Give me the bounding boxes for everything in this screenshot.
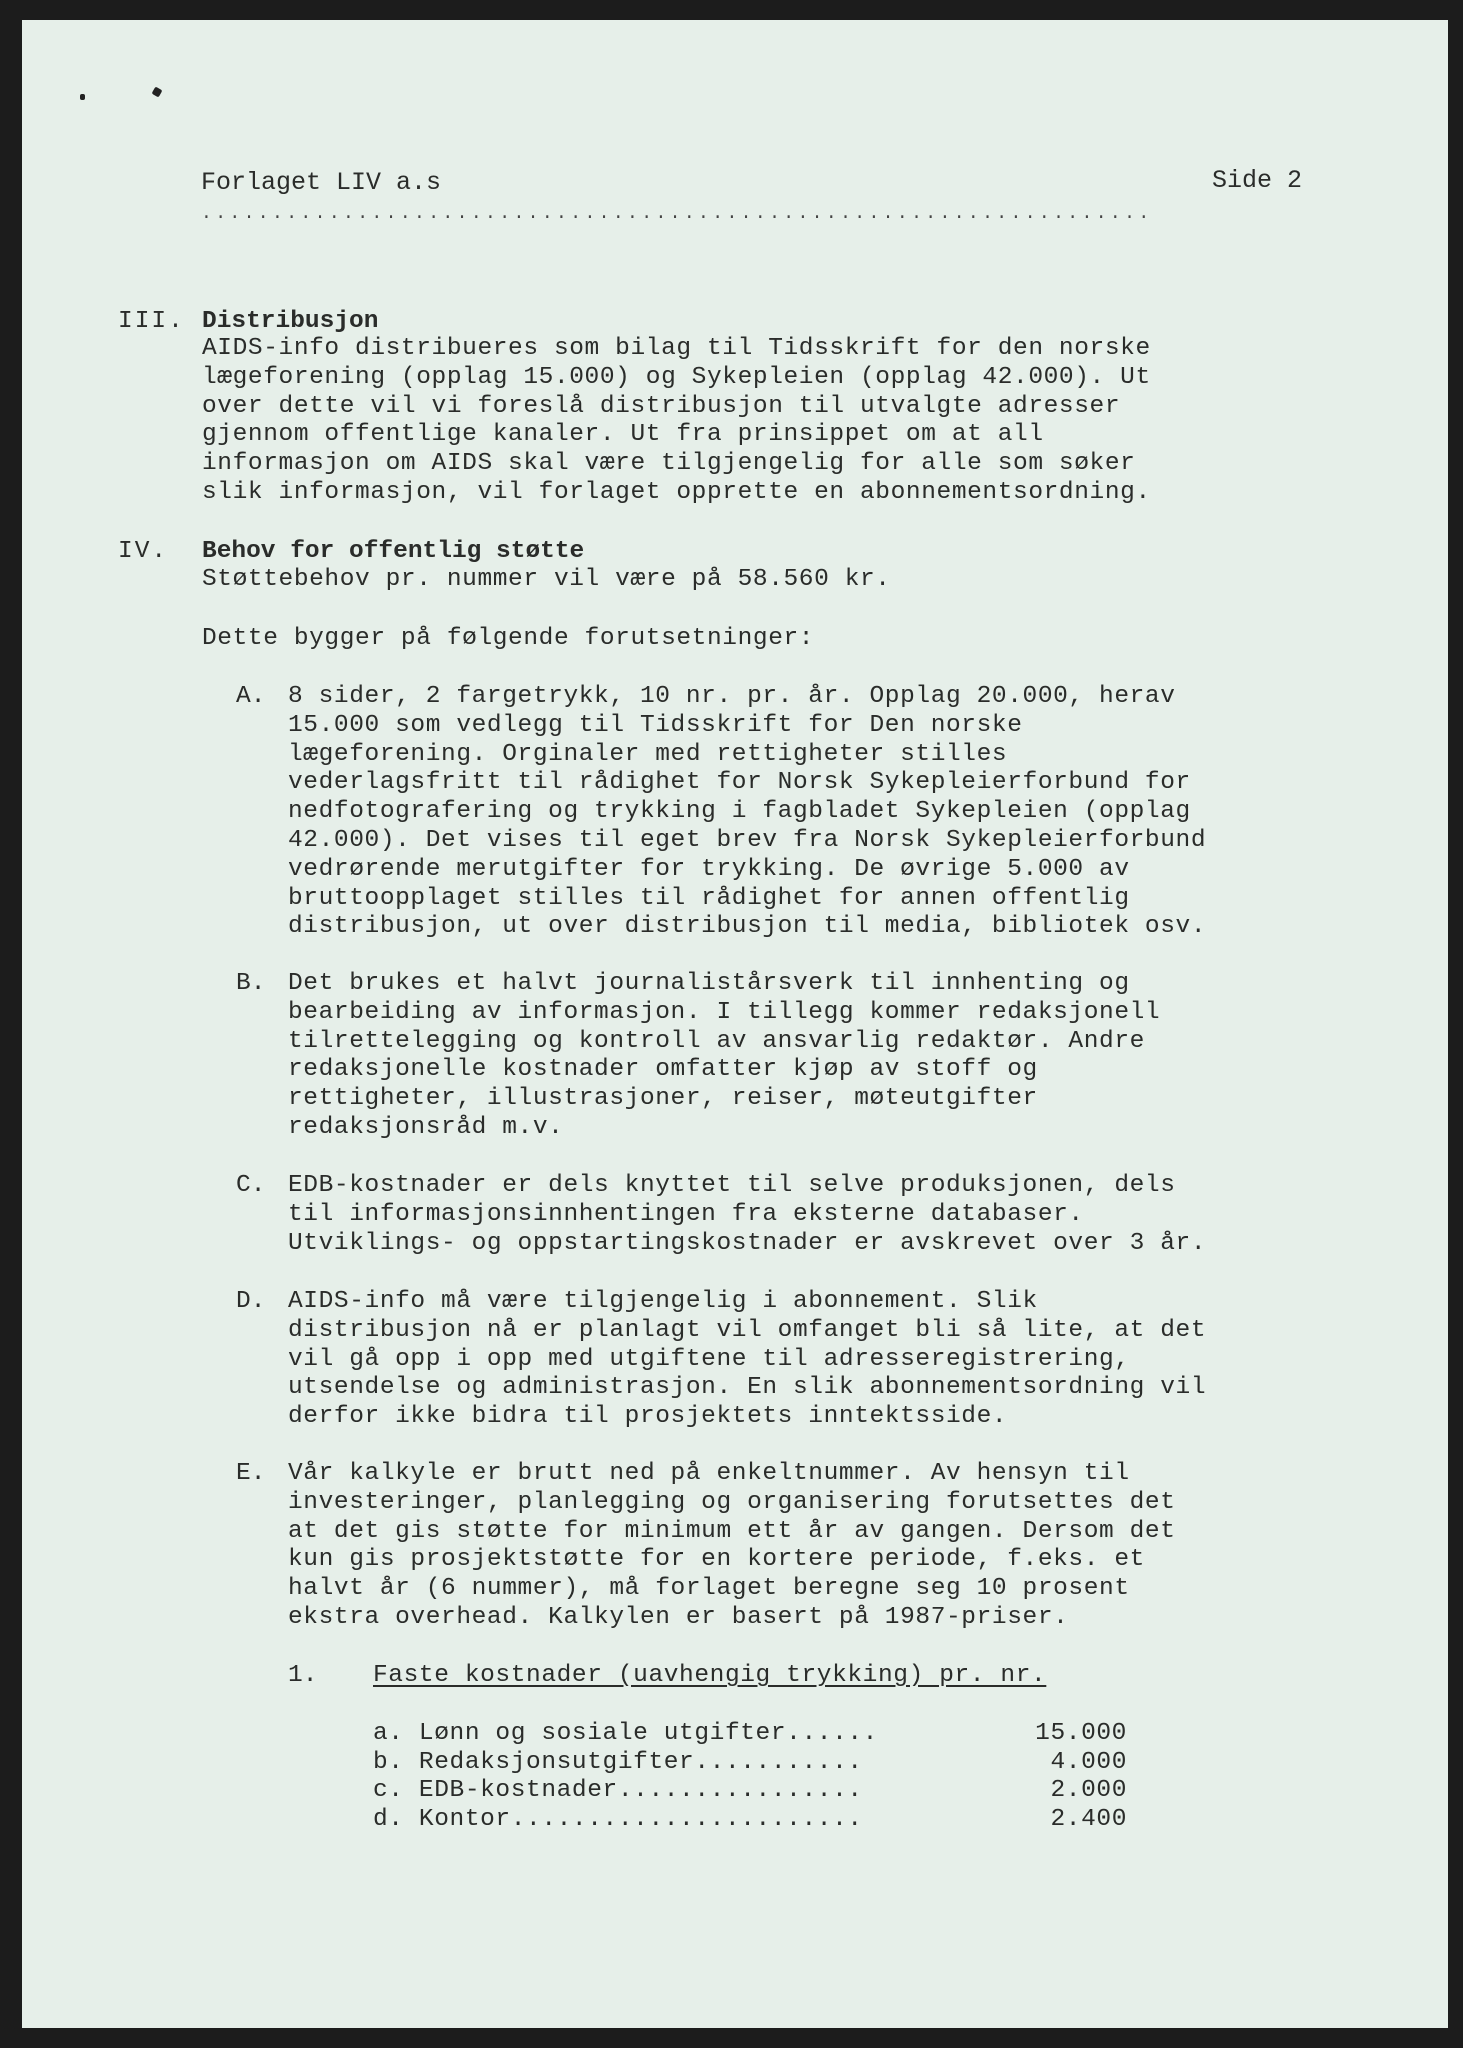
section-number-iv: IV. (118, 538, 169, 565)
section-body-distribusjon: AIDS-info distribueres som bilag til Tidsskrift for den norske lægeforening (opplag 15.000) og Sykepleien (opplag 42.000). Ut over dette vil vi foreslå distribusjon til utvalgte adresser gjennom offentlige kanaler. Ut fra prinsippet om at all informasjon om AIDS skal være tilgjengelig for alle som søker slik informasjon, vil forlaget opprette en abonnementsordning. (202, 335, 1151, 506)
cost-row-value: 2.000 (1050, 1777, 1127, 1804)
cost-row-label: c. EDB-kostnader................ (373, 1777, 863, 1804)
cost-row-value: 4.000 (1050, 1749, 1127, 1776)
scan-speck (152, 87, 163, 98)
document-page (22, 20, 1448, 2028)
header-dotted-rule: ................................................................... (201, 204, 1153, 224)
cost-row-value: 2.400 (1050, 1806, 1127, 1833)
item-text-d: AIDS-info må være tilgjengelig i abonnement. Slik distribusjon nå er planlagt vil omfanget bli så lite, at det vil gå opp i opp med utgiftene til adresseregistrering, utsendelse og administrasjon. En slik abonnementsordning vil derfor ikke bidra til prosjektets inntektsside. (288, 1288, 1207, 1431)
support-need-line: Støttebehov pr. nummer vil være på 58.560 kr. (202, 566, 891, 593)
item-text-b: Det brukes et halvt journalistårsverk til innhenting og bearbeiding av informasjon. I tillegg kommer redaksjonell tilrettelegging og kontroll av ansvarlig redaktør. Andre redaksjonelle kostnader omfatter kjøp av stoff og rettigheter, illustrasjoner, reiser, møteutgifter redaksjonsråd m.v. (288, 970, 1161, 1141)
item-letter-c: C. (236, 1172, 266, 1199)
item-letter-d: D. (236, 1288, 266, 1315)
item-letter-a: A. (236, 683, 266, 710)
item-letter-e: E. (236, 1460, 266, 1487)
item-letter-b: B. (236, 970, 266, 997)
assumptions-intro: Dette bygger på følgende forutsetninger: (202, 625, 815, 652)
item-text-e: Vår kalkyle er brutt ned på enkeltnummer. Av hensyn til investeringer, planlegging og organisering forutsettes det at det gis støtte for minimum ett år av gangen. Dersom det kun gis prosjektstøtte for en kortere periode, f.eks. et halvt år (6 nummer), må forlaget beregne seg 10 prosent ekstra overhead. Kalkylen er basert på 1987-priser. (288, 1460, 1176, 1631)
section-title-behov: Behov for offentlig støtte (202, 538, 585, 565)
header-page-number: Side 2 (1212, 166, 1303, 195)
header-publisher: Forlaget LIV a.s (201, 168, 442, 197)
cost-section-title: Faste kostnader (uavhengig trykking) pr. nr. (373, 1662, 1047, 1689)
section-title-distribusjon: Distribusjon (202, 308, 379, 335)
scan-speck (80, 94, 85, 100)
cost-row-value: 15.000 (1035, 1720, 1127, 1747)
cost-row-label: a. Lønn og sosiale utgifter...... (373, 1720, 878, 1747)
cost-row-label: b. Redaksjonsutgifter........... (373, 1749, 863, 1776)
item-text-c: EDB-kostnader er dels knyttet til selve produksjonen, dels til informasjonsinnhentingen fra eksterne databaser. Utviklings- og oppstartingskostnader er avskrevet over 3 år. (288, 1172, 1207, 1257)
cost-row-label: d. Kontor....................... (373, 1806, 863, 1833)
section-number-iii: III. (118, 308, 185, 335)
item-text-a: 8 sider, 2 fargetrykk, 10 nr. pr. år. Opplag 20.000, herav 15.000 som vedlegg til Tidsskrift for Den norske lægeforening. Orginaler med rettigheter stilles vederlagsfritt til rådighet for Norsk Sykepleierforbund for nedfotografering og trykking i fagbladet Sykepleien (opplag 42.000). Det vises til eget brev fra Norsk Sykepleierforbund vedrørende merutgifter for trykking. De øvrige 5.000 av bruttoopplaget stilles til rådighet for annen offentlig distribusjon, ut over distribusjon til media, bibliotek osv. (288, 683, 1207, 941)
cost-section-number: 1. (288, 1662, 318, 1689)
